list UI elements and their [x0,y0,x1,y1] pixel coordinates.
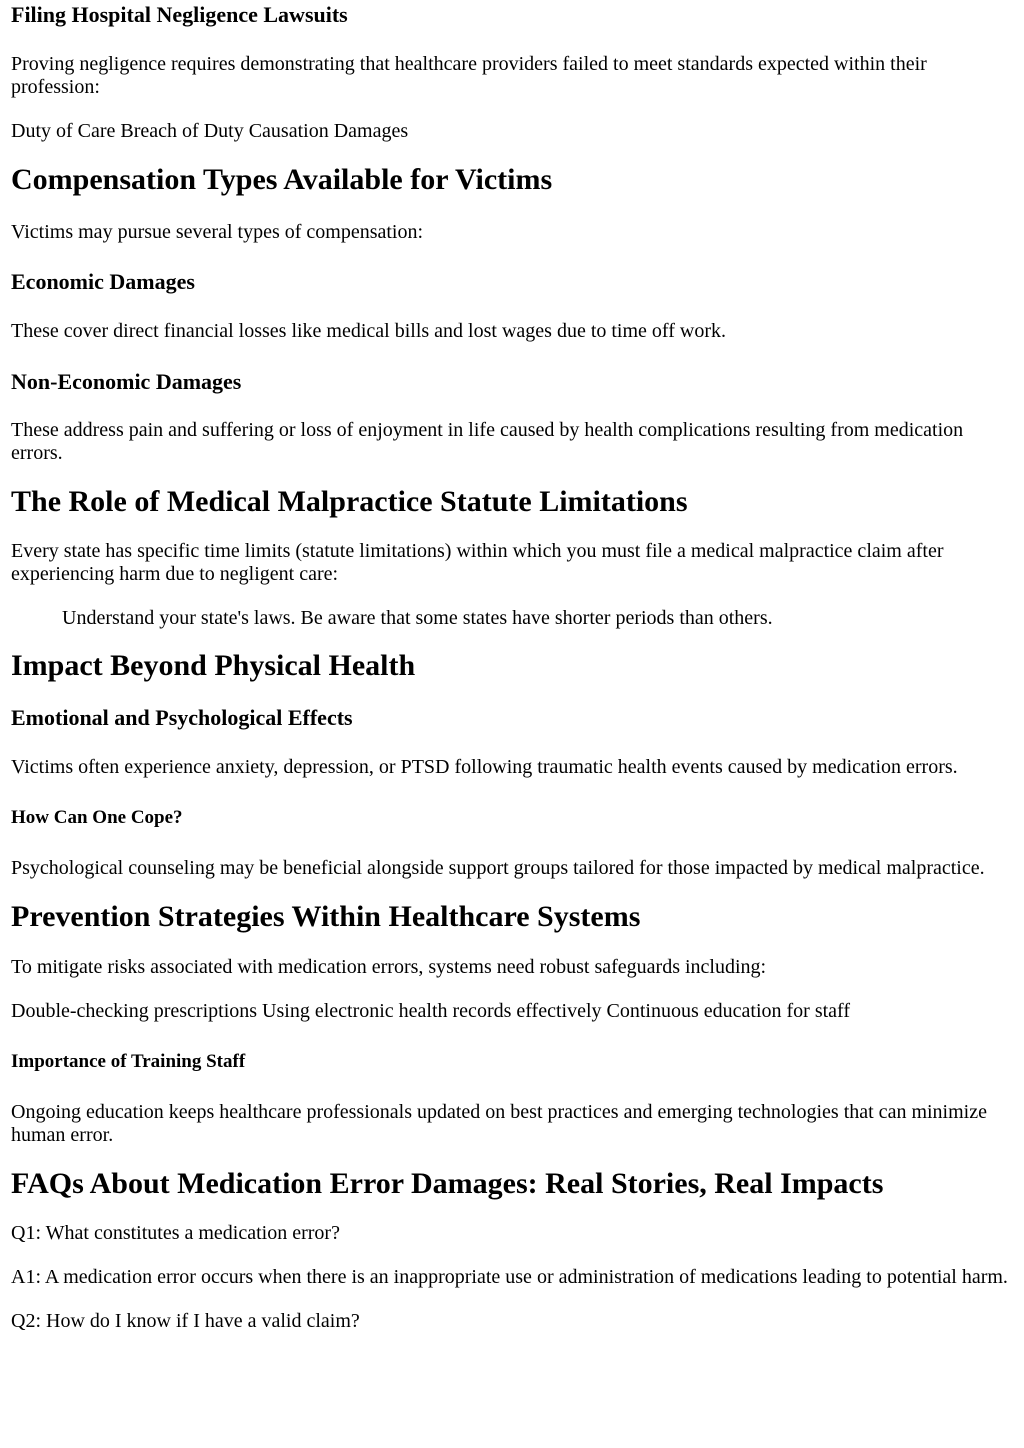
blockquote-state-laws: Understand your state's laws. Be aware that some states have shorter periods than others. [62,607,773,629]
section-heading-prevention-strategies: Prevention Strategies Within Healthcare Systems [11,900,641,933]
paragraph-prevention-intro: To mitigate risks associated with medication errors, systems need robust safeguards including: [11,956,767,978]
section-heading-faqs: FAQs About Medication Error Damages: Real Stories, Real Impacts [11,1167,884,1200]
faq-question-1: Q1: What constitutes a medication error? [11,1222,340,1244]
list-prevention-safeguards: Double-checking prescriptions Using electronic health records effectively Continuous education for staff [11,1000,850,1022]
paragraph-proving-negligence: Proving negligence requires demonstrating that healthcare providers failed to meet standards expected within their profession: [11,53,927,98]
paragraph-compensation-intro: Victims may pursue several types of compensation: [11,221,424,243]
paragraph-emotional-effects: Victims often experience anxiety, depression, or PTSD following traumatic health events caused by medication errors. [11,756,958,778]
paragraph-how-to-cope: Psychological counseling may be beneficial alongside support groups tailored for those impacted by medical malpractice. [11,857,985,879]
article-body [0,2,1024,1333]
section-heading-compensation-types: Compensation Types Available for Victims [11,163,553,196]
paragraph-economic-damages: These cover direct financial losses like medical bills and lost wages due to time off work. [11,320,726,342]
list-negligence-elements: Duty of Care Breach of Duty Causation Damages [11,120,409,142]
paragraph-training-staff: Ongoing education keeps healthcare professionals updated on best practices and emerging technologies that can minimize human error. [11,1101,987,1146]
paragraph-non-economic-damages: These address pain and suffering or loss of enjoyment in life caused by health complications resulting from medication errors. [11,419,964,464]
section-heading-impact-beyond-physical: Impact Beyond Physical Health [11,649,416,682]
subheading-emotional-effects: Emotional and Psychological Effects [11,705,353,730]
subheading-economic-damages: Economic Damages [11,269,195,294]
subheading-training-staff: Importance of Training Staff [11,1051,246,1072]
paragraph-statute-limitations: Every state has specific time limits (statute limitations) within which you must file a medical malpractice claim after experiencing harm due to negligent care: [11,540,944,585]
section-heading-filing-lawsuits: Filing Hospital Negligence Lawsuits [11,2,348,27]
faq-question-2: Q2: How do I know if I have a valid claim? [11,1310,360,1332]
faq-answer-1: A1: A medication error occurs when there is an inappropriate use or administration of medications leading to potential harm. [11,1266,1008,1288]
subheading-how-to-cope: How Can One Cope? [11,807,183,828]
section-heading-statute-limitations: The Role of Medical Malpractice Statute Limitations [11,485,688,518]
subheading-non-economic-damages: Non-Economic Damages [11,369,242,394]
